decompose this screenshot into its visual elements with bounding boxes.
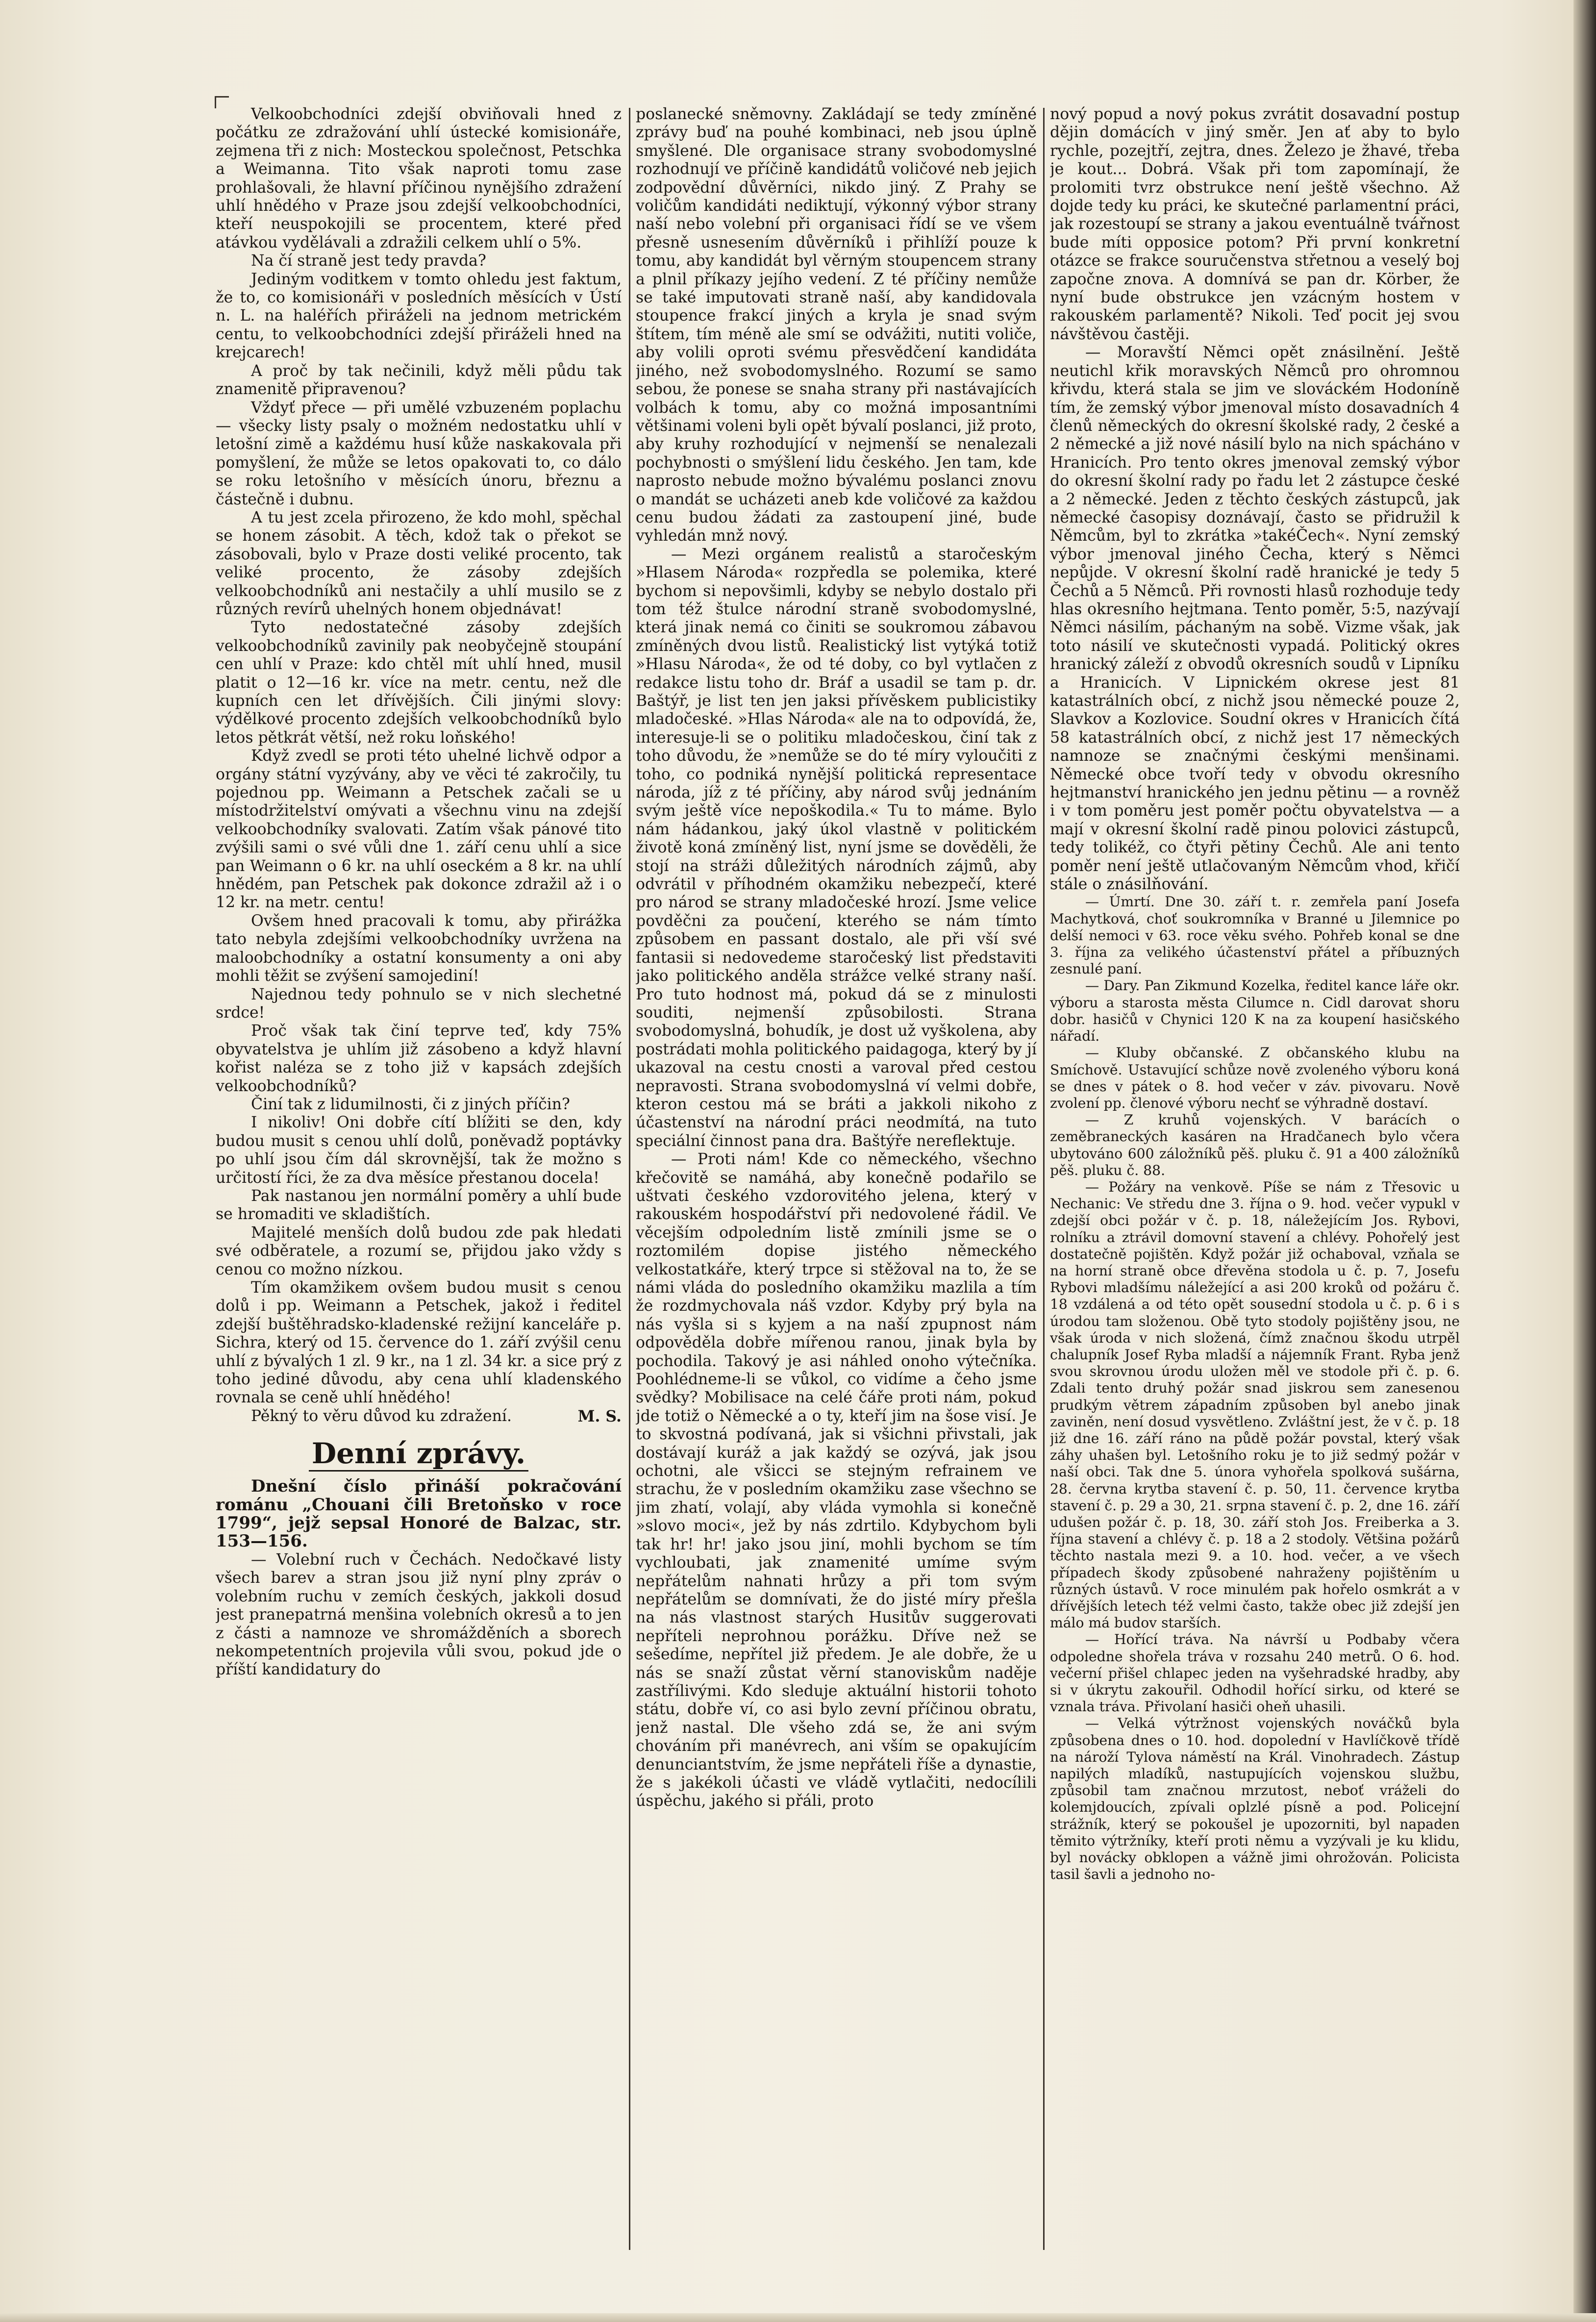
article-paragraph: Pak nastanou jen normální poměry a uhlí bude se hromaditi ve skladištích. xyxy=(216,1187,622,1223)
article-paragraph: I nikoliv! Oni dobře cítí blížiti se den, kdy budou musit s cenou uhlí dolů, poněvadž poptávky po uhlí jsou čím dál skrovnější, tak že možno s určitostí říci, že za dva měsíce přestanou docela! xyxy=(216,1114,622,1187)
article-paragraph: Velkoobchodníci zdejší obviňovali hned z počátku ze zdražování uhlí ústecké komisionáře, zejmena tři z nich: Mosteckou společnost, Petschka a Weimanna. Tito však naproti tomu zase prohlašovali, že hlavní příčinou nynějšího zdražení uhlí hnědého v Praze jsou zdejší velkoobchodníci, kteří neuspokojili se procentem, které před atávkou vydělávali a zdražili celkem uhlí o 5%. xyxy=(216,105,622,251)
column-3 xyxy=(1050,105,1460,2260)
article-paragraph: Proč však tak činí teprve teď, kdy 75% obyvatelstva je uhlím již zásobeno a když hlavní kořist naléza se z toho již v kapsách zdejších velkoobchodníků? xyxy=(216,1022,622,1095)
news-item: — Moravští Němci opět znásilnění. Ještě neutichl křik moravských Němců pro ohromnou křivdu, která stala se jim ve slováckém Hodoníně tím, že zemský výbor jmenoval místo dosavadních 4 členů německých do okresní školské rady, 2 české a 2 německé a již nové násilí bylo na nich spácháno v Hranicích. Pro tento okres jmenoval zemský výbor do okresní školní rady po řadu let 2 zástupce české a 2 německé. Jeden z těchto českých zástupců, jak německé časopisy doznávají, často se přidružil k Němcům, byl to zkrátka »takéČech«. Nyní zemský výbor jmenoval jiného Čecha, který s Němci nepůjde. V okresní školní radě hranické je tedy 5 Čechů a 5 Němců. Při rovnosti hlasů rozhoduje tedy hlas okresního hejtmana. Tento poměr, 5:5, nazývají Němci násilím, páchaným na sobě. Vizme však, jak toto násilí ve skutečnosti vypadá. Politický okres hranický záleží z obvodů okresních soudů v Lipníku a Hranicích. V Lipnickém okrese jest 81 katastrálních obcí, z nichž jsou německé pouze 2, Slavkov a Kozlovice. Soudní okres v Hranicích čítá 58 katastrálních obcí, z nichž jest 17 německých namnoze se značnými českými menšinami. Německé obce tvoří tedy v obvodu okresního hejtmanství hranického jen jednu pětinu — a rovněž i v tom poměru jest poměr počtu obyvatelstva — a mají v okresní školní radě pinou polovici zástupců, tedy tolikéž, co čtyři pětiny Čechů. Ale ani tento poměr není ještě utlačovaným Němcům vhod, křičí stále o znásilňování. xyxy=(1050,344,1460,894)
news-item: — Mezi orgánem realistů a staročeským »Hlasem Národa« rozpředla se polemika, které bychom si nepovšimli, kdyby se nebylo dostalo při tom též štulce národní straně svobodomyslné, která jinak nemá co činiti se soukromou zábavou zmíněných dvou listů. Realistický list vytýká totiž »Hlasu Národa«, že od té doby, co byl vytlačen z redakce listu toho dr. Bráf a usadil se tam p. dr. Baštýř, je list ten jen jaksi přívěskem publicistiky mladočeské. »Hlas Národa« ale na to odpovídá, že, interesuje-li se o politiku mladočeskou, činí tak z toho důvodu, že »nemůže se do té míry vyloučiti z toho, co podniká nynější politická representace národa, jíž z té příčiny, aby národ svůj jednáním svým ještě více nepoškodila.« Tu to máme. Bylo nám hádankou, jaký úkol vlastně v politickém životě koná zmíněný list, nyní jsme se dověděli, že stojí na stráži důležitých národních zájmů, aby odvrátil v příhodném okamžiku nebezpečí, které pro národ se strany mladočeské hrozí. Jsme velice povděčni za poučení, kterého se nám tímto způsobem en passant dostalo, ale při vší své fantasii si nedovedeme staročeský list představiti jako politického anděla strážce velké strany naší. Pro tuto hodnost má, pokud dá se z minulosti souditi, nejmenší způsobilosti. Strana svobodomyslná, bohudík, je dost už vyškolena, aby postrádati mohla politického paidagoga, který by jí ukazoval na cestu cnosti a varoval před cestou nepravosti. Strana svobodomyslná ví velmi dobře, kteron cestou má se bráti a jakkoli nikoho z účastenství na národní práci neodmítá, na tuto speciální činnost pana dra. Baštýře nereflektuje. xyxy=(636,545,1037,1150)
serial-announcement: Dnešní číslo přináší pokračování románu „Chouani čili Bretoňsko v roce 1799“, jejž sepsal Honoré de Balzac, str. 153—156. xyxy=(216,1476,622,1551)
author-signature: M. S. xyxy=(577,1407,622,1425)
article-paragraph: poslanecké sněmovny. Zakládají se tedy zmíněné zprávy buď na pouhé kombinaci, neb jsou úplně smyšlené. Dle organisace strany svobodomyslné rozhodnují ve příčině kandidátů voličové neb jejich zodpovědní důvěrníci, nikdo jiný. Z Prahy se voličům kandidáti nediktují, výkonný výbor strany naší nebo volební při organisaci řídí se ve všem přesně usnesením důvěrníků i přihlíží pouze k tomu, aby kandidát byl věrným stoupencem strany a plnil příkazy jejího vedení. Z té příčiny nemůže se také imputovati straně naší, aby kandidovala stoupence frakcí jiných a kryla je snad svým štítem, tím méně ale smí se odvážiti, nutiti voliče, aby volili oproti svému přesvědčení kandidáta jiného, než svobodomyslného. Rozumí se samo sebou, že ponese se snaha strany při nastávajících volbách k tomu, aby co možná imposantními většinami voleni byli opět bývalí poslanci, již proto, aby kruhy rozhodující v nejmenší se nenalezali pochybnosti o smýšlení lidu českého. Jen tam, kde naprosto nebude možno bývalému poslanci znovu o mandát se ucházeti aneb kde voličové za každou cenu budou žádati za zastoupení jiné, bude vyhledán mnž nový. xyxy=(636,105,1037,545)
page-bottom-edge xyxy=(0,2313,1596,2322)
article-paragraph: Činí tak z lidumilnosti, či z jiných příčin? xyxy=(251,1095,570,1113)
article-paragraph: Tyto nedostatečné zásoby zdejších velkoobchodníků zavinily pak neobyčejně stoupání cen uhlí v Praze: kdo chtěl mít uhlí hned, musil platit o 12—16 kr. více na metr. centu, než dle kupních cen let dřívějších. Čili jinými slovy: výdělkové procento zdejších velkoobchodníků bylo letos pětkrát větší, než roku loňského! xyxy=(216,619,622,747)
article-paragraph: Tím okamžikem ovšem budou musit s cenou dolů i pp. Weimann a Petschek, jakož i ředitel zdejší buštěhradsko-kladenské režijní kanceláře p. Sichra, který od 15. července do 1. září zvýšil cenu uhlí z bývalých 1 zl. 9 kr., na 1 zl. 34 kr. a sice prý z toho jediné důvodu, aby cena uhlí kladenského rovnala se ceně uhlí hnědého! xyxy=(216,1279,622,1407)
article-paragraph: Ovšem hned pracovali k tomu, aby přirážka tato nebyla zdejšími velkoobchodníky uvržena na maloobchodníky a ostatní konsumenty a oni aby mohli těžit se zvýšení samojediní! xyxy=(216,912,622,985)
news-item: — Dary. Pan Zikmund Kozelka, ředitel kance láře okr. výboru a starosta města Cilumce n. Cidl darovat shoru dobr. hasičů v Chynici 120 K na za koupení hasičského nářadí. xyxy=(1050,977,1460,1045)
column-rule-2 xyxy=(1043,108,1045,2250)
column-2 xyxy=(636,105,1037,2260)
article-paragraph: A tu jest zcela přirozeno, že kdo mohl, spěchal se honem zásobit. A těch, kdož tak o překot se zásobovali, bylo v Praze dosti veliké procento, tak veliké procento, že zásoby zdejších velkoobchodníků ani nestačily a uhlí musilo se z různých revírů uhelných honem objednávat! xyxy=(216,508,622,618)
news-item: — Požáry na venkově. Píše se nám z Třesovic u Nechanic: Ve středu dne 3. října o 9. hod. večer vypukl v zdejší obci požár v č. p. 18, náležejícím Jos. Rybovi, rolníku a ztrávil domovní stavení a chlévy. Pohořelý jest dostatečně pojištěn. Když požár již ochaboval, vzňala se na horní straně obce dřevěna stodola u č. p. 7, Josefu Rybovi mladšímu náležející a asi 200 kroků od požáru č. 18 vzdálená a od této opět sousední stodola u č. p. 6 i s úrodou tam složenou. Obě tyto stodoly pojištěny jsou, ne však úroda v nich složená, čímž značnou škodu utrpěl chalupník Josef Ryba mladší a nájemník Frant. Ryba jenž svou skrovnou úrodu uložen měl ve stodole při č. p. 6. Zdali tento druhý požár snad jiskrou sem zanesenou prudkým větrem západním způsoben byl anebo jinak zaviněn, není dosud vysvětleno. Zvláštní jest, že v č. p. 18 již dne 16. září ráno na půdě požár povstal, který však záhy uhašen byl. Letošního roku je to již sedmý požár v naší obci. Tak dne 5. února vyhořela spolková sušárna, 28. června krytba stavení č. p. 50, 11. července krytba stavení č. p. 29 a 30, 21. srpna stavení č. p. 2, dne 16. září udušen požár č. p. 18, 30. září stoh Jos. Freiberka a 3. října stavení a chlévy č. p. 18 a 2 stodoly. Většina požárů těchto nastala mezi 9. a 10. hod. večer, a ve všech případech škody způsobené nahraženy pojištěním u různých ústavů. V roce minulém pak hořelo osmkrát a v dřívějších letech též velmi často, takže obec již zdejší jen málo má budov starších. xyxy=(1050,1178,1460,1631)
column-rule-1 xyxy=(629,108,630,2250)
news-item: — Hořící tráva. Na návrší u Podbaby včera odpoledne shořela tráva v rozsahu 240 metrů. O 6. hod. večerní přišel chlapec jeden na vyšehradské hradby, aby si v úkrytu zakouřil. Odhodil hořící sirku, od které se vznala tráva. Přivolaní hasiči oheň uhasili. xyxy=(1050,1631,1460,1715)
column-1 xyxy=(216,105,622,2260)
article-paragraph: Na čí straně jest tedy pravda? xyxy=(251,252,486,270)
section-title: Denní zprávy. xyxy=(309,1437,528,1472)
news-item: — Úmrtí. Dne 30. září t. r. zemřela paní Josefa Machytková, choť soukromníka v Branné u Jilemnice po delší nemoci v 63. roce věku svého. Pohřeb konal se dne 3. října za velikého účastenství přátel a příbuzných zesnulé paní. xyxy=(1050,894,1460,977)
news-item: — Kluby občanské. Z občanského klubu na Smíchově. Ustavující schůze nově zvoleného výboru koná se dnes v pátek o 8. hod večer v záv. pivovaru. Nově zvolení pp. členové výboru nechť se výhradně dostaví. xyxy=(1050,1045,1460,1111)
section-heading xyxy=(216,1436,622,1471)
article-paragraph: A proč by tak nečinili, když měli půdu tak znamenitě připravenou? xyxy=(216,362,622,399)
page-binding-edge xyxy=(1573,0,1596,2322)
article-paragraph: nový popud a nový pokus zvrátit dosavadní postup dějin domácích v jiný směr. Jen ať aby to bylo rychle, pozejtří, zejtra, dnes. Železo je žhavé, třeba je kout... Dobrá. Však při tom zapomínají, že prolomiti tvrz obstrukce není ještě všechno. Až dojde tedy ku práci, ke skutečné parlamentní práci, jak rozestoupí se strany a jakou eventuálně tvářnost bude míti opposice potom? Při první konkretní otázce se frakce souručenstva střetnou a veselý boj započne znova. A domnívá se pan dr. Körber, že nyní bude obstrukce jen vzácným hostem v rakouském parlamentě? Nikoli. Teď pocit jej svou návštěvou častěji. xyxy=(1050,105,1460,343)
news-item: — Volební ruch v Čechách. Nedočkavé listy všech barev a stran jsou již nyní plny zpráv o volebním ruchu v zemích českých, jakkoli dosud jest pranepatrná menšina volebních okresů a to jen z části a namnoze ve shromážděních a sborech nekompetentních projevila vůli svou, pokud jde o příští kandidatury do xyxy=(216,1550,622,1679)
news-item: — Proti nám! Kde co německého, všechno křečovitě se namáhá, aby konečně podařilo se uštvati českého vzdorovitého jelena, který v rakouském hospodářství při nedovolené řádil. Ve věcejším odpoledním listě zmínili jsme se o roztomilém dopise jistého německého velkostatkáře, který trpce si stěžoval na to, že se námi vláda do posledního okamžiku mazlila a tím že rozdmychovala náš vzdor. Kdyby prý byla na nás vyšla si s kyjem a na naší zpupnost nám odpověděla dobře mířenou ranou, jinak byla by pochodila. Takový je asi náhled onoho výtečníka. Poohlédneme-li se vůkol, co vidíme a čeho jsme svědky? Mobilisace na celé čáře proti nám, pokud jde totiž o Německé a o ty, kteří jim na šose visí. Je to skvostná podívaná, jak si všichni přivstali, jak dostávají kuráž a jak každý se ozývá, jak jsou ochotni, ale všicci se stejným refrainem ve strachu, že v posledním okamžiku zase všechno se jim zhatí, volají, aby vláda vymohla si konečně »slovo moci«, jež by nás zdrtilo. Kdybychom byli tak hr! hr! jako jsou jiní, mohli bychom se tím vychloubati, jak znamenité umíme svým nepřátelům nahnati hrůzy a při tom svým nepřátelům se domnívati, že do jisté míry přešla na nás vlastnost starých Husitův suggerovati nepříteli neprohnou porážku. Dříve než se sešedíme, nepřítel již předem. Je ale dobře, že u nás se snaží zůstat věrní stanoviskům naděje zastřílivými. Kdo sleduje aktuální historii tohoto státu, dobře ví, co asi bylo zevní příčinou obratu, jenž nastal. Dle všeho zdá se, že ani svým chováním při manévrech, ani vším se opakujícím denunciantstvím, že jsme nepřáteli říše a dynastie, že s jakékoli účasti ve vládě vytlačiti, nedocílili úspěchu, jakého si přáli, proto xyxy=(636,1150,1037,1810)
article-paragraph xyxy=(216,1407,622,1425)
article-paragraph: Když zvedl se proti této uhelné lichvě odpor a orgány státní vyzývány, aby ve věci té zakročily, tu pojednou pp. Weimann a Petschek začali se u místodržitelství omývati a všechnu vinu na zdejší velkoobchodníky svalovati. Zatím však pánové tito zvýšili sami o své vůli dne 1. září cenu uhlí a sice pan Weimann o 6 kr. na uhlí oseckém a 8 kr. na uhlí hnědém, pan Petschek pak dokonce zdražil až i o 12 kr. na metr. centu! xyxy=(216,747,622,912)
article-paragraph: Vždyť přece — při umělé vzbuzeném poplachu — všecky listy psaly o možném nedostatku uhlí v letošní zimě a každému husí kůže naskakovala při pomyšlení, že může se letos opakovati to, co dálo se roku letošního v měsících únoru, březnu a částečně i dubnu. xyxy=(216,399,622,508)
article-paragraph: Najednou tedy pohnulo se v nich slechetné srdce! xyxy=(216,985,622,1022)
news-item: — Velká výtržnost vojenských nováčků byla způsobena dnes o 10. hod. dopolední v Havlíčkově třídě na nároží Tylova náměstí na Král. Vinohradech. Zástup napilých mladíků, nastupujících vojenskou službu, způsobil tam značnou mrzutost, neboť vráželi do kolemjdoucích, zpívali oplzlé písně a pod. Policejní strážník, který se pokoušel je upozorniti, byl napaden těmito výtržníky, kteří proti němu a vyzývali je ku klidu, byl novácky obklopen a vážně jimi ohrožován. Policista tasil šavli a jednoho no- xyxy=(1050,1715,1460,1883)
news-item: — Z kruhů vojenských. V barácích o zeměbraneckých kasáren na Hradčanech bylo včera ubytováno 600 záložníků pěš. pluku č. 91 a 400 záložníků pěš. pluku č. 88. xyxy=(1050,1112,1460,1178)
article-paragraph: Majitelé menších dolů budou zde pak hledati své odběratele, a rozumí se, přijdou jako vždy s cenou co možno nízkou. xyxy=(216,1223,622,1278)
article-paragraph: Jediným voditkem v tomto ohledu jest faktum, že to, co komisionáři v posledních měsících v Ústí n. L. na haléřích přiráželi na jednom metrickém centu, to velkoobchodníci zdejší přiráželi hned na krejcarech! xyxy=(216,270,622,362)
closing-sentence: Pěkný to věru důvod ku zdražení. xyxy=(251,1407,512,1425)
